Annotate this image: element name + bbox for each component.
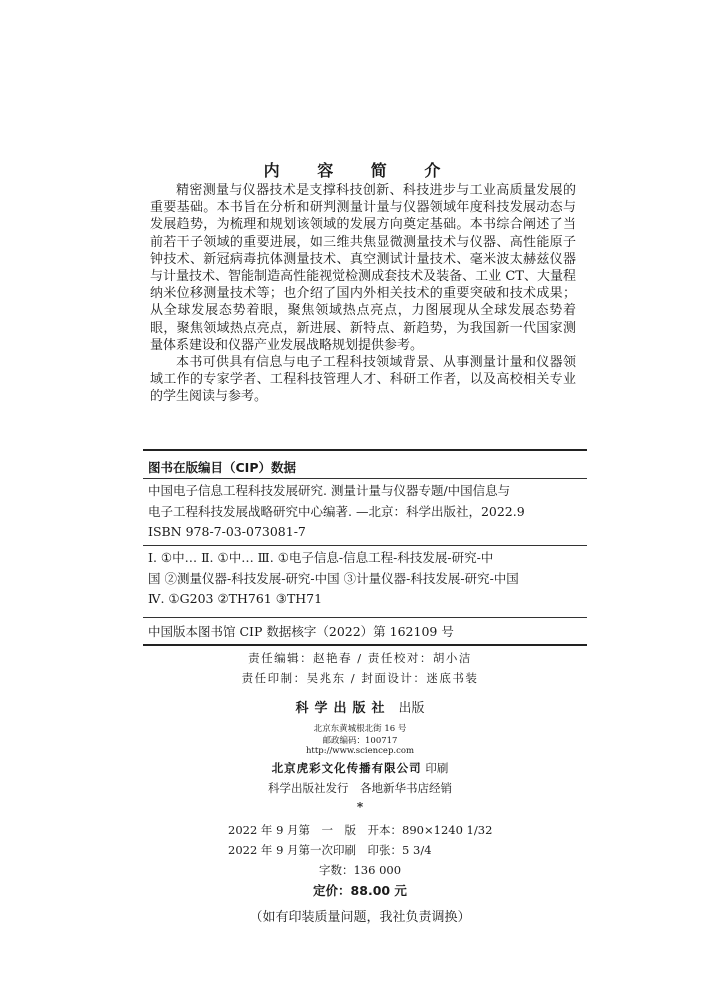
printer-line xyxy=(0,760,720,776)
credits-editors: 责任编辑：赵艳春 / 责任校对：胡小洁 xyxy=(248,651,472,665)
printing-line: 2022 年 9 月第一次印刷 印张：5 3/4 xyxy=(228,843,432,857)
cip-record: 中国版本图书馆 CIP 数据核字（2022）第 162109 号 xyxy=(148,624,454,639)
price-line xyxy=(0,881,720,899)
cip-top-rule xyxy=(143,449,587,451)
cip-mid-rule xyxy=(143,545,587,546)
cip-bottom-rule xyxy=(143,644,587,646)
intro-body xyxy=(150,182,576,406)
cip-class-line: Ⅰ. ①中… Ⅱ. ①中… Ⅲ. ①电子信息-信息工程-科技发展-研究-中 xyxy=(148,550,494,565)
cip-heading: 图书在版编目（CIP）数据 xyxy=(148,460,296,475)
publisher-postcode: 邮政编码：100717 xyxy=(322,736,398,746)
publisher-line xyxy=(0,697,720,716)
cip-line: 中国电子信息工程科技发展研究. 测量计量与仪器专题/中国信息与 xyxy=(148,483,511,498)
cip-line: ISBN 978-7-03-073081-7 xyxy=(148,524,306,539)
cip-lower-rule xyxy=(143,617,587,618)
publisher-suffix: 出版 xyxy=(398,701,425,716)
distribution-line: 科学出版社发行 各地新华书店经销 xyxy=(268,781,452,795)
intro-paragraph: 精密测量与仪器技术是支撑科技创新、科技进步与工业高质量发展的重要基础。本书旨在分析和研判测量计量与仪器领域年度科技发展动态与发展趋势，为梳理和规划该领域的发展方向奠定基础。本书综合阐述了当前若干子领域的重要进展，如三维共焦显微测量技术与仪器、高性能原子钟技术、新冠病毒抗体测量技术、真空测试计量技术、毫米波太赫兹仪器与计量技术、智能制造高性能视觉检测成套技术及装备、工业 CT、大量程纳米位移测量技术等；也介绍了国内外相关技术的重要突破和技术成果；从全球发展态势着眼，聚焦领域热点亮点，力图展现从全球发展态势着眼，聚焦领域热点亮点，新进展、新特点、新趋势，为我国新一代国家测量体系建设和仪器产业发展战略规划提供参考。 xyxy=(150,183,576,353)
separator-star: * xyxy=(356,800,364,814)
word-count: 字数：136 000 xyxy=(318,863,402,877)
intro-paragraph: 本书可供具有信息与电子工程科技领域背景、从事测量计量和仪器领域工作的专家学者、工程科技管理人才、科研工作者，以及高校相关专业的学生阅读与参考。 xyxy=(150,355,576,405)
printer-name: 北京虎彩文化传播有限公司 xyxy=(271,761,422,775)
edition-line: 2022 年 9 月第 一 版 开本：890×1240 1/32 xyxy=(228,823,493,837)
price: 定价：88.00 元 xyxy=(313,883,407,898)
cip-classification xyxy=(148,548,584,610)
cip-line: 电子工程科技发展战略研究中心编著. —北京：科学出版社，2022.9 xyxy=(148,503,525,519)
cip-class-line: Ⅳ. ①G203 ②TH761 ③TH71 xyxy=(148,591,323,606)
cip-class-line: 国 ②测量仪器-科技发展-研究-中国 ③计量仪器-科技发展-研究-中国 xyxy=(148,570,519,586)
intro-title: 内 容 简 介 xyxy=(263,161,457,180)
cip-heading-rule xyxy=(143,478,587,479)
cip-bibliographic xyxy=(148,481,584,543)
quality-note: （如有印装质量问题，我社负责调换） xyxy=(249,910,471,925)
publisher-address: 北京东黄城根北街 16 号 xyxy=(313,724,407,734)
credits-production: 责任印制：吴兆东 / 封面设计：迷底书装 xyxy=(241,671,479,685)
printer-suffix: 印刷 xyxy=(425,761,449,775)
publisher-website: http://www.sciencep.com xyxy=(305,746,415,756)
publisher-name: 科学出版社 xyxy=(295,701,391,716)
